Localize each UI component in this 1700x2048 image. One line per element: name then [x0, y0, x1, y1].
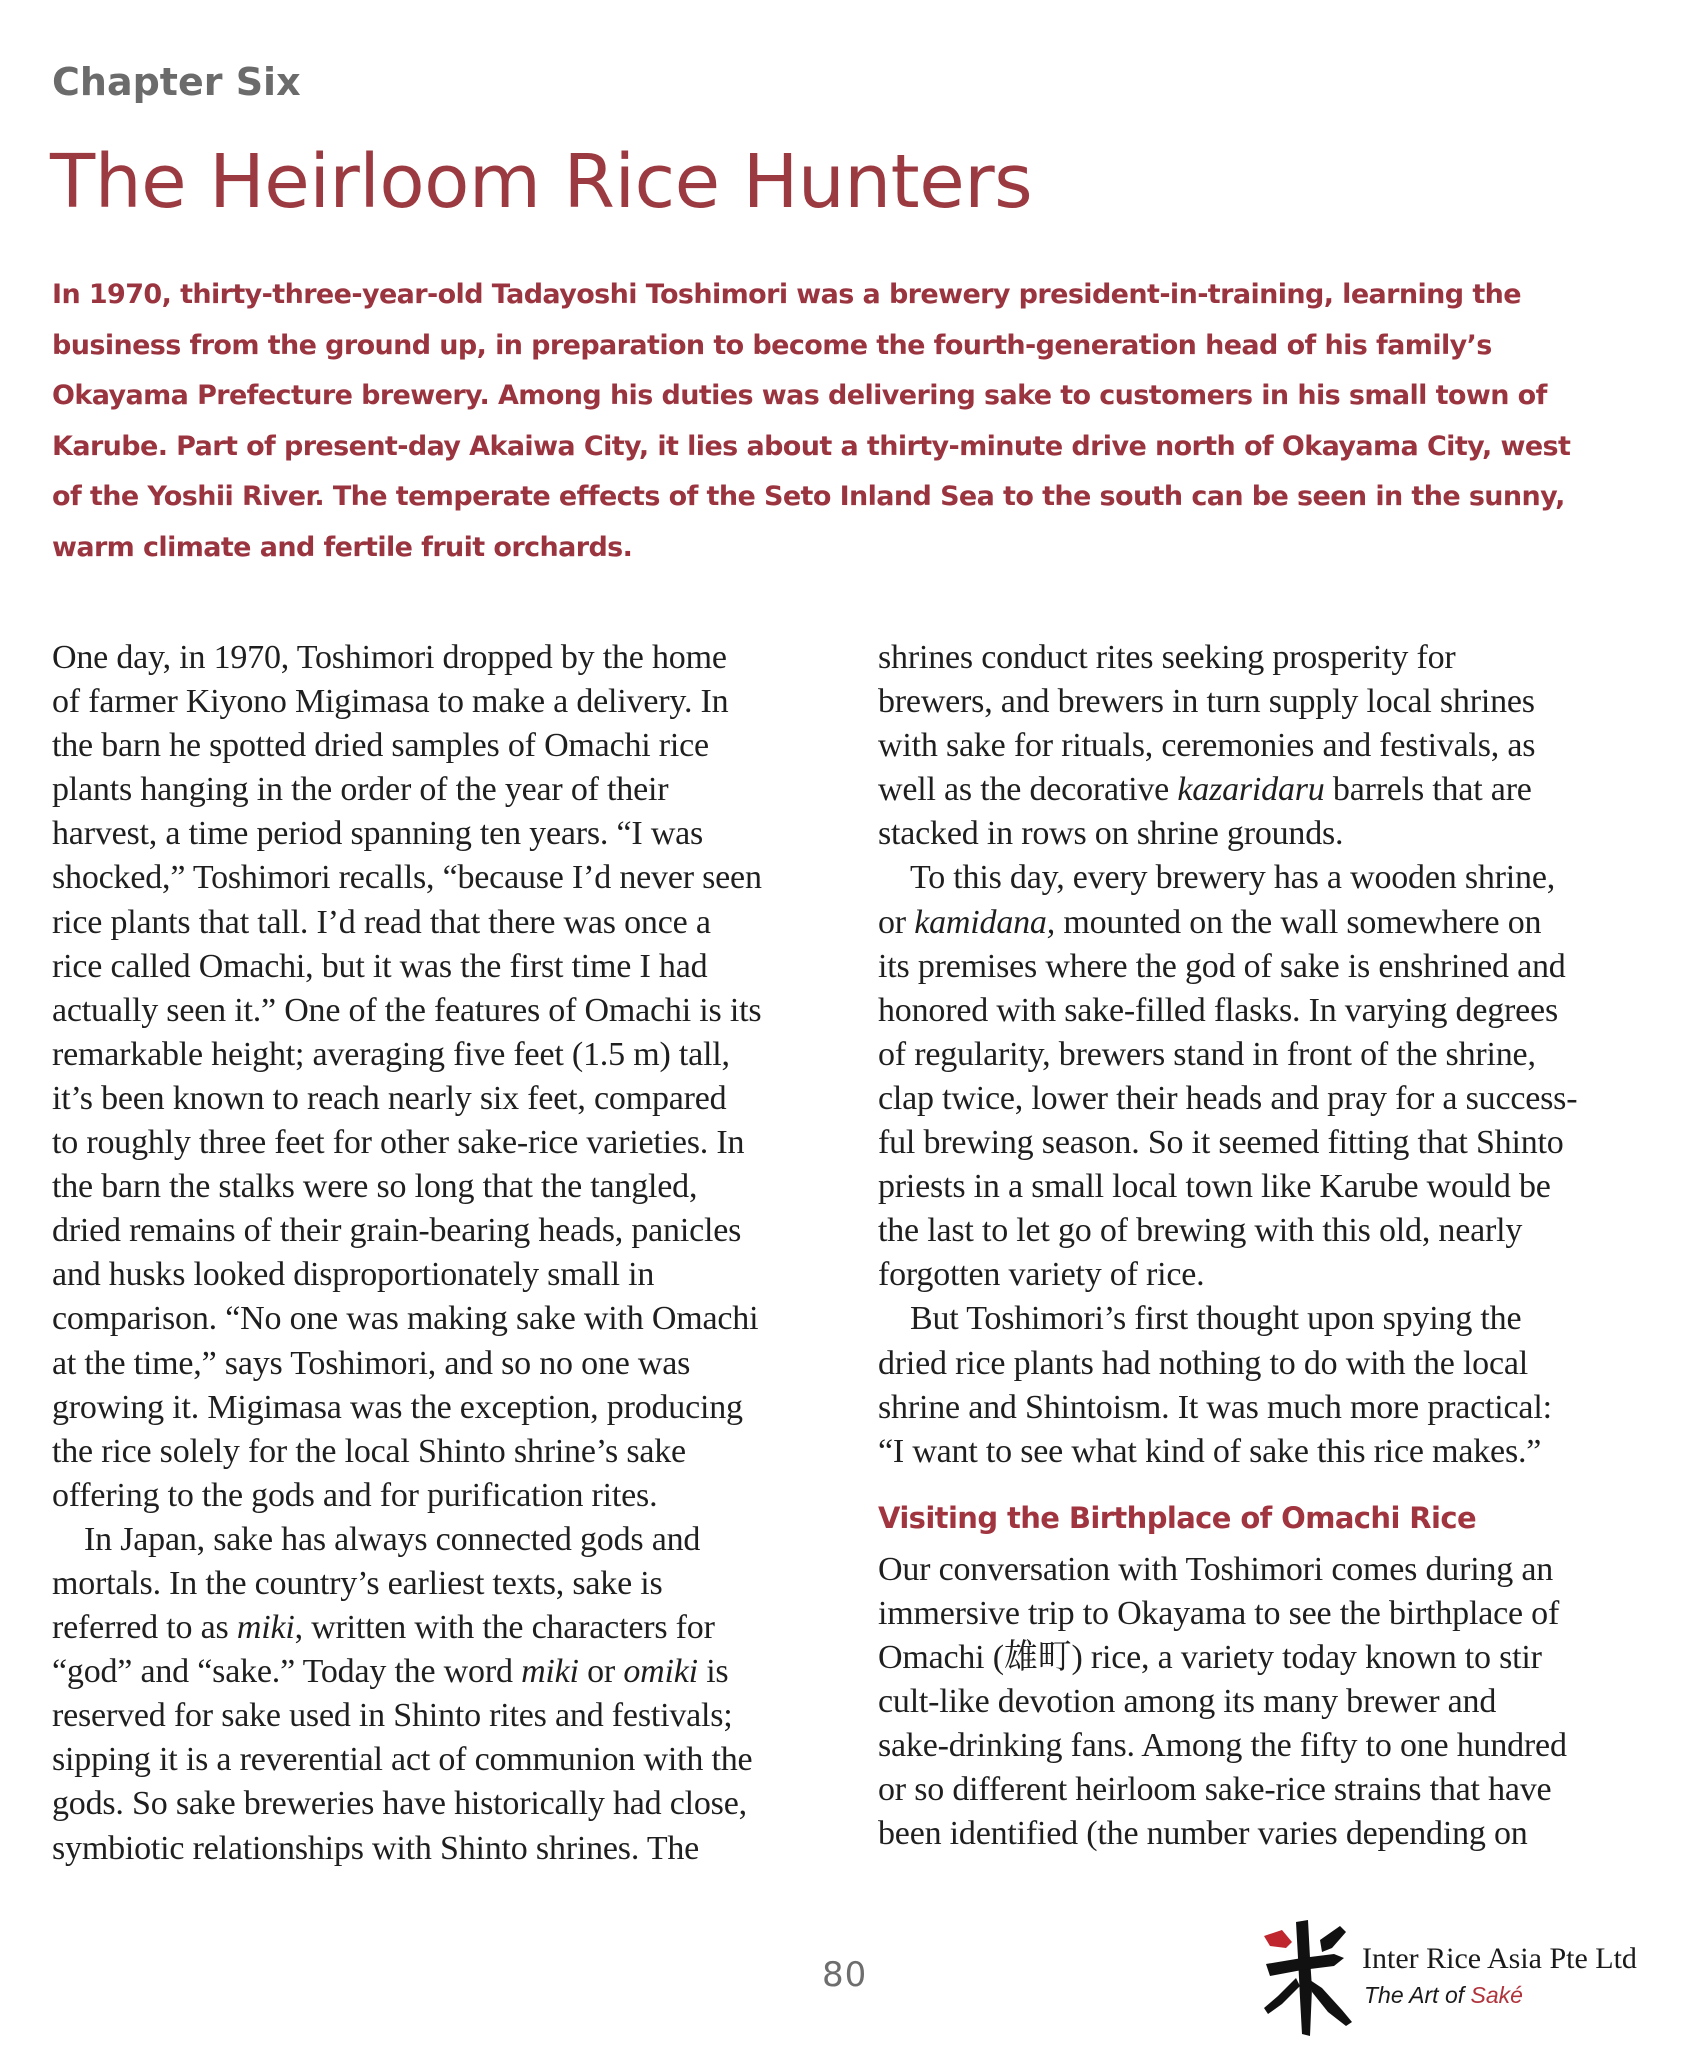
italic-term: kazaridaru — [1177, 771, 1325, 809]
text-run: sake-drinking fans. Among the fifty to one hundred — [878, 1727, 1567, 1765]
text-line — [878, 1297, 1668, 1341]
text-line — [52, 1342, 842, 1386]
text-line — [878, 1077, 1668, 1121]
text-run: symbiotic relationships with Shinto shrines. The — [52, 1829, 700, 1867]
text-line — [52, 768, 842, 812]
text-line — [52, 945, 842, 989]
text-run: shocked,” Toshimori recalls, “because I’d never seen — [52, 859, 762, 897]
text-line — [878, 1253, 1668, 1297]
text-run: plants hanging in the order of the year of their — [52, 771, 669, 809]
text-run: the barn the stalks were so long that the tangled, — [52, 1168, 698, 1206]
text-line — [52, 1827, 842, 1871]
text-run: is — [697, 1653, 729, 1691]
company-name: Inter Rice Asia Pte Ltd — [1362, 1942, 1637, 1975]
text-line — [878, 1548, 1668, 1592]
intro-line: Karube. Part of present-day Akaiwa City, it lies about a thirty-minute drive north of Okayama City, west — [52, 430, 1571, 462]
text-line — [52, 636, 842, 680]
text-line — [52, 989, 842, 1033]
publisher-logo — [1262, 1918, 1692, 2040]
text-run: to roughly three feet for other sake-rice varieties. In — [52, 1124, 745, 1162]
text-line — [52, 1077, 842, 1121]
text-run: of farmer Kiyono Migimasa to make a delivery. In — [52, 683, 729, 721]
section-subheading: Visiting the Birthplace of Omachi Rice — [878, 1500, 1477, 1535]
text-line — [878, 945, 1668, 989]
text-line — [52, 1121, 842, 1165]
text-line — [878, 680, 1668, 724]
text-run: clap twice, lower their heads and pray for a success- — [878, 1079, 1578, 1117]
text-line — [52, 1782, 842, 1826]
text-line — [52, 1518, 842, 1562]
text-run: honored with sake-filled flasks. In varying degrees — [878, 991, 1558, 1029]
text-line — [878, 901, 1668, 945]
tagline-accent: Saké — [1470, 1982, 1523, 2008]
text-run: or — [578, 1653, 624, 1691]
text-line — [878, 768, 1668, 812]
text-line — [52, 680, 842, 724]
intro-line: In 1970, thirty-three-year-old Tadayoshi Toshimori was a brewery president-in-training, learning the — [52, 279, 1521, 310]
intro-line: business from the ground up, in preparation to become the fourth-generation head of his family’s — [52, 329, 1492, 361]
text-line — [52, 1165, 842, 1209]
text-run: “god” and “sake.” Today the word — [52, 1653, 522, 1691]
text-line — [52, 1562, 842, 1606]
text-run: actually seen it.” One of the features of Omachi is its — [52, 991, 762, 1029]
right-text-column — [878, 636, 1668, 1856]
text-line — [878, 1768, 1668, 1812]
text-run: forgotten variety of rice. — [878, 1256, 1205, 1294]
text-line — [878, 1342, 1668, 1386]
text-run: referred to as — [52, 1609, 237, 1647]
text-run: rice plants that tall. I’d read that there was once a — [52, 903, 711, 941]
text-run: barrels that are — [1324, 771, 1532, 809]
text-run: shrines conduct rites seeking prosperity for — [878, 639, 1456, 676]
text-run: remarkable height; averaging five feet (1.5 m) tall, — [52, 1035, 730, 1073]
text-line — [52, 1386, 842, 1430]
text-run: at the time,” says Toshimori, and so no one was — [52, 1344, 691, 1382]
page-number: 80 — [822, 1955, 868, 1995]
intro-line: Okayama Prefecture brewery. Among his duties was delivering sake to customers in his small town of — [52, 380, 1547, 411]
text-line — [878, 1165, 1668, 1209]
text-line — [52, 1650, 842, 1694]
text-run: well as the decorative — [878, 771, 1178, 809]
text-line — [878, 1430, 1668, 1474]
text-line — [52, 1694, 842, 1738]
right-column-section-body — [878, 1548, 1668, 1857]
text-run: Our conversation with Toshimori comes during an — [878, 1550, 1554, 1588]
text-run: reserved for sake used in Shinto rites and festivals; — [52, 1697, 733, 1735]
text-line — [878, 989, 1668, 1033]
text-run: brewers, and brewers in turn supply local shrines — [878, 683, 1535, 721]
text-run: stacked in rows on shrine grounds. — [878, 815, 1344, 853]
text-run: comparison. “No one was making sake with Omachi — [52, 1300, 759, 1338]
text-line — [878, 1812, 1668, 1856]
text-run: mounted on the wall somewhere on — [1055, 903, 1542, 941]
text-run: with sake for rituals, ceremonies and festivals, as — [878, 727, 1536, 765]
text-line — [52, 1474, 842, 1518]
text-run: But Toshimori’s first thought upon spying the — [910, 1300, 1522, 1338]
text-run: Omachi (雄町) rice, a variety today known to stir — [878, 1638, 1542, 1676]
text-line — [52, 901, 842, 945]
text-run: immersive trip to Okayama to see the birthplace of — [878, 1594, 1560, 1632]
text-run: growing it. Migimasa was the exception, producing — [52, 1388, 743, 1426]
text-run: ful brewing season. So it seemed fitting that Shinto — [878, 1124, 1564, 1162]
text-line — [52, 1430, 842, 1474]
text-run: the rice solely for the local Shinto shrine’s sake — [52, 1432, 686, 1470]
text-line — [878, 1121, 1668, 1165]
text-line — [52, 1253, 842, 1297]
italic-term: kamidana, — [914, 903, 1056, 941]
text-line — [52, 1738, 842, 1782]
text-line — [878, 1724, 1668, 1768]
text-line — [878, 1636, 1668, 1680]
italic-term: miki — [236, 1609, 295, 1647]
text-line — [52, 1209, 842, 1253]
logo-tagline — [1364, 1982, 1523, 2009]
text-run: been identified (the number varies depending on — [878, 1815, 1528, 1853]
text-run: the barn he spotted dried samples of Omachi rice — [52, 727, 709, 765]
text-run: In Japan, sake has always connected gods and — [84, 1520, 701, 1558]
text-line — [52, 1033, 842, 1077]
text-run: shrine and Shintoism. It was much more practical: — [878, 1388, 1552, 1426]
text-run: sipping it is a reverential act of communion with the — [52, 1741, 753, 1779]
text-run: mortals. In the country’s earliest texts, sake is — [52, 1564, 663, 1602]
text-run: the last to let go of brewing with this old, nearly — [878, 1212, 1523, 1250]
text-run: To this day, every brewery has a wooden shrine, — [910, 859, 1556, 897]
text-run: gods. So sake breweries have historically had close, — [52, 1785, 747, 1823]
text-line — [52, 812, 842, 856]
chapter-label: Chapter Six — [52, 60, 301, 104]
text-run: “I want to see what kind of sake this rice makes.” — [878, 1432, 1542, 1470]
text-run: and husks looked disproportionately small in — [52, 1256, 655, 1294]
text-run: rice called Omachi, but it was the first time I had — [52, 947, 708, 985]
italic-term: omiki — [623, 1653, 698, 1691]
text-run: or — [878, 903, 915, 941]
text-run: it’s been known to reach nearly six feet, compared — [52, 1079, 727, 1117]
text-run: or so different heirloom sake-rice strains that have — [878, 1771, 1552, 1809]
rice-kanji-brush-icon — [1262, 1918, 1354, 2038]
italic-term: miki — [521, 1653, 579, 1691]
text-run: cult-like devotion among its many brewer and — [878, 1683, 1497, 1721]
intro-line: warm climate and fertile fruit orchards. — [52, 531, 633, 563]
tagline-prefix: The Art of — [1364, 1982, 1471, 2008]
intro-paragraph — [52, 270, 1652, 573]
text-line — [52, 1606, 842, 1650]
text-line — [878, 1592, 1668, 1636]
text-line — [878, 1386, 1668, 1430]
chapter-title: The Heirloom Rice Hunters — [50, 139, 1033, 225]
text-run: its premises where the god of sake is enshrined and — [878, 947, 1566, 985]
text-line — [878, 1209, 1668, 1253]
text-line — [878, 1033, 1668, 1077]
text-line — [878, 812, 1668, 856]
text-line — [52, 856, 842, 900]
text-line — [878, 856, 1668, 900]
text-run: dried remains of their grain-bearing heads, panicles — [52, 1212, 742, 1250]
text-run: harvest, a time period spanning ten years. “I was — [52, 815, 704, 853]
text-run: One day, in 1970, Toshimori dropped by the home — [52, 639, 727, 676]
intro-line: of the Yoshii River. The temperate effects of the Seto Inland Sea to the south can be seen in the sunny, — [52, 481, 1565, 512]
text-line — [52, 724, 842, 768]
text-run: , written with the characters for — [294, 1609, 715, 1647]
text-run: of regularity, brewers stand in front of the shrine, — [878, 1035, 1536, 1073]
text-run: dried rice plants had nothing to do with the local — [878, 1344, 1529, 1382]
left-text-column — [52, 636, 842, 1871]
text-line — [878, 724, 1668, 768]
text-line — [52, 1297, 842, 1341]
right-column-body — [878, 636, 1668, 1474]
text-line — [878, 636, 1668, 680]
text-line — [878, 1680, 1668, 1724]
text-run: priests in a small local town like Karube would be — [878, 1168, 1551, 1206]
text-run: offering to the gods and for purification rites. — [52, 1476, 658, 1514]
